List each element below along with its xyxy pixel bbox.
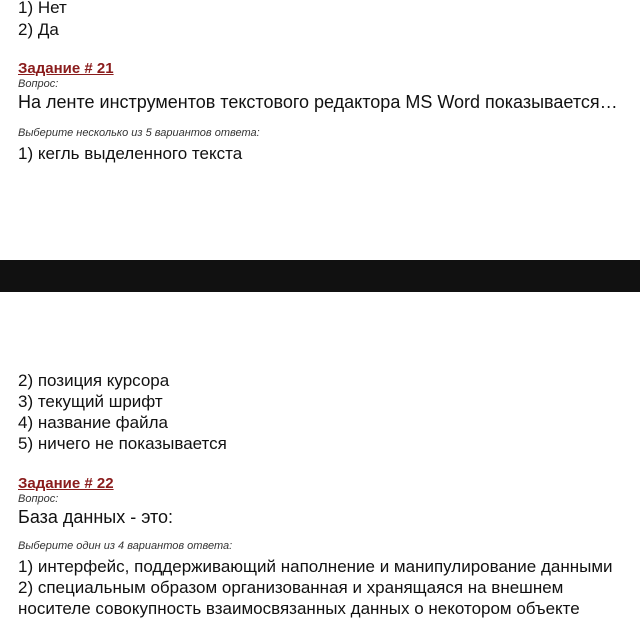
- task-21-options-cont: [18, 370, 640, 454]
- prev-task-options: [18, 0, 640, 40]
- question-text: База данных - это:: [18, 507, 174, 527]
- question-text: На ленте инструментов текстового редактора MS Word показывается…: [18, 92, 618, 112]
- answer-instruction: Выберите один из 4 вариантов ответа:: [18, 540, 233, 552]
- question-label: Вопрос:: [18, 493, 59, 505]
- option: 2) специальным образом организованная и хранящаяся на внешнем носителе совокупность взаимосвязанных данных о некотором объекте: [18, 578, 580, 618]
- question-label: Вопрос:: [18, 78, 59, 90]
- option: 3) текущий шрифт: [18, 392, 163, 411]
- option: 1) кегль выделенного текста: [18, 144, 243, 163]
- task-title: Задание # 22: [18, 475, 114, 492]
- option: 2) Да: [18, 20, 59, 39]
- option: 1) интерфейс, поддерживающий наполнение и манипулирование данными: [18, 557, 613, 576]
- page-break-band: [0, 260, 640, 292]
- option: 1) Нет: [18, 0, 67, 17]
- option: 2) позиция курсора: [18, 371, 170, 390]
- answer-instruction: Выберите несколько из 5 вариантов ответа:: [18, 127, 260, 139]
- task-title: Задание # 21: [18, 60, 114, 77]
- option: 4) название файла: [18, 413, 168, 432]
- task-22: [18, 475, 636, 619]
- option: 5) ничего не показывается: [18, 434, 227, 453]
- task-21: [18, 60, 640, 164]
